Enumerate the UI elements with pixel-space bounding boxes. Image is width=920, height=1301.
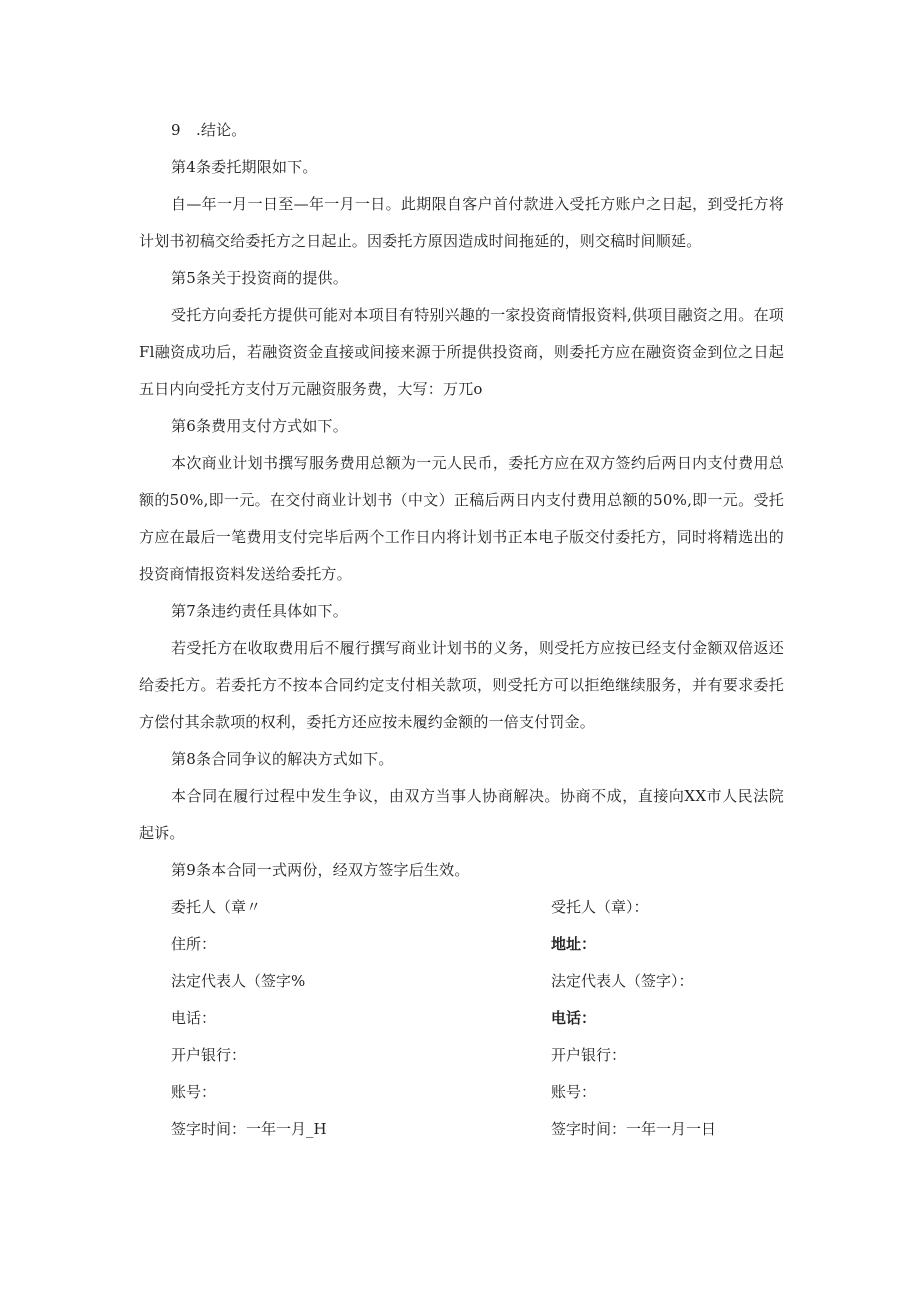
agent-date-label: 签字时间：一年一月一日 — [551, 1120, 717, 1138]
agent-representative-label: 法定代表人（签字）： — [551, 972, 694, 990]
article-6-body: 本次商业计划书撰写服务费用总额为一元人民币，委托方应在双方签约后两日内支付费用总额的50%,即一元。在交付商业计划书（中文）正稿后两日内支付费用总额的50%,即一元。受托方应在最后一笔费用支付完毕后两个工作日内将计划书正本电子版交付委托方，同时将精选出的投资商情报资料发送给委托方。 — [139, 454, 784, 583]
signature-row-address — [139, 926, 784, 963]
section-conclusion: 9 .结论。 — [171, 121, 247, 139]
agent-address-label: 地址： — [551, 935, 597, 953]
article-8-heading: 第8条合同争议的解决方式如下。 — [171, 750, 394, 768]
article-4-body: 自—年一月一日至—年一月一日。此期限自客户首付款进入受托方账户之日起，到受托方将计划书初稿交给委托方之日起止。因委托方原因造成时间拖延的，则交稿时间顺延。 — [139, 195, 784, 250]
article-9-heading: 第9条本合同一式两份，经双方签字后生效。 — [171, 861, 470, 879]
principal-account-label: 账号： — [171, 1083, 217, 1101]
principal-seal-label: 委托人（章〃 — [171, 898, 262, 916]
article-7-body: 若受托方在收取费用后不履行撰写商业计划书的义务，则受托方应按已经支付金额双倍返还给委托方。若委托方不按本合同约定支付相关款项，则受托方可以拒绝继续服务，并有要求委托方偿付其余款项的权利，委托方还应按未履约金额的一倍支付罚金。 — [139, 639, 784, 731]
article-6-heading: 第6条费用支付方式如下。 — [171, 417, 348, 435]
principal-date-label: 签字时间：一年一月_H — [171, 1120, 327, 1138]
signature-row-account — [139, 1074, 784, 1111]
article-5-heading: 第5条关于投资商的提供。 — [171, 269, 348, 287]
signature-row-representative — [139, 963, 784, 1000]
agent-seal-label: 受托人（章）： — [551, 898, 649, 916]
agent-account-label: 账号： — [551, 1083, 597, 1101]
signature-row-date — [139, 1111, 784, 1148]
signature-row-phone — [139, 1000, 784, 1037]
article-8-body: 本合同在履行过程中发生争议，由双方当事人协商解决。协商不成，直接向XX市人民法院起诉。 — [139, 787, 784, 842]
signature-row-seal — [139, 889, 784, 926]
article-7-heading: 第7条违约责任具体如下。 — [171, 602, 348, 620]
principal-bank-label: 开户银行： — [171, 1046, 247, 1064]
agent-phone-label: 电话： — [551, 1009, 597, 1027]
principal-representative-label: 法定代表人（签字% — [171, 972, 306, 990]
article-4-heading: 第4条委托期限如下。 — [171, 158, 318, 176]
article-5-body: 受托方向委托方提供可能对本项目有特别兴趣的一家投资商情报资料,供项目融资之用。在项Fl融资成功后，若融资资金直接或间接来源于所提供投资商，则委托方应在融资资金到位之日起五日内向受托方支付万元融资服务费，大写：万兀o — [139, 306, 784, 398]
signature-block — [139, 889, 784, 1148]
principal-phone-label: 电话： — [171, 1009, 217, 1027]
signature-row-bank — [139, 1037, 784, 1074]
agent-bank-label: 开户银行： — [551, 1046, 627, 1064]
contract-page — [139, 112, 784, 1148]
principal-address-label: 住所： — [171, 935, 217, 953]
